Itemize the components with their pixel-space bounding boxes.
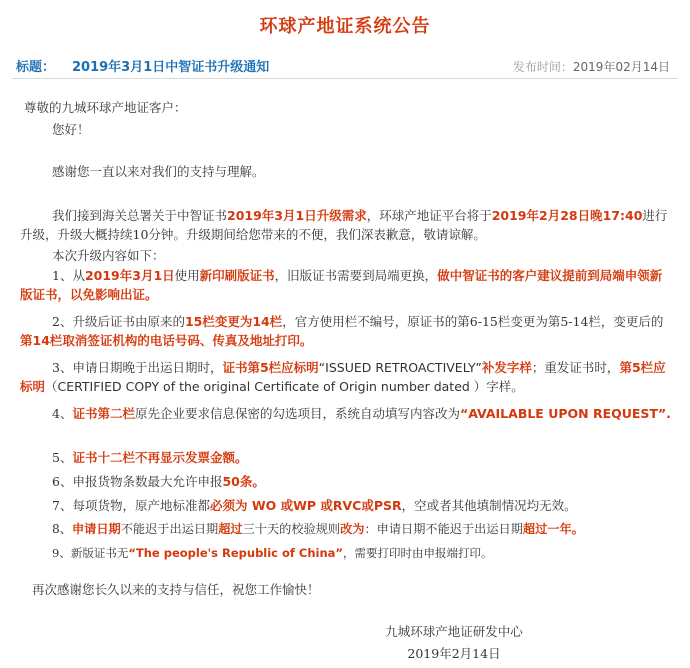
list-item-4: 4、证书第二栏原先企业要求信息保密的勾选项目，系统自动填写内容改为“AVAILABLE UPON REQUEST”. [52, 406, 671, 421]
subject-label: 标题： [16, 60, 56, 75]
list-item-5: 5、证书十二栏不再显示发票金额。 [52, 450, 248, 465]
list-item-6: 6、申报货物条数最大允许申报50条。 [52, 474, 265, 489]
list-item-1: 1、从2019年3月1日使用新印刷版证书，旧版证书需要到局端更换，做中智证书的客户建议提前到局端申领新版证书，以免影响出证。 [20, 268, 663, 302]
list-item-8: 8、申请日期不能迟于出运日期超过三十天的校验规则改为：申请日期不能迟于出运日期超过一年。 [52, 522, 584, 536]
thanks-paragraph: 感谢您一直以来对我们的支持与理解。 [52, 164, 265, 179]
list-item-7: 7、每项货物，原产地标准都必须为 WO 或WP 或RVC或PSR，空或者其他填制情况均无效。 [52, 498, 577, 513]
signature: 九城环球产地证研发中心 [385, 624, 523, 639]
subject-bar [12, 52, 678, 79]
contents-title: 本次升级内容如下： [52, 248, 165, 263]
list-item-3: 3、申请日期晚于出运日期时，证书第5栏应标明“ISSUED RETROACTIVELY”补发字样；重发证书时，第5栏应标明（CERTIFIED COPY of the original Certificate of Origin number dated ）字样。 [20, 360, 666, 394]
intro-paragraph: 我们接到海关总署关于中智证书2019年3月1日升级需求，环球产地证平台将于2019年2月28日晚17:40进行升级，升级大概持续10分钟。升级期间给您带来的不便，我们深表歉意，敬请谅解。 [20, 208, 668, 242]
sign-date: 2019年2月14日 [407, 646, 501, 661]
subject-title: 2019年3月1日中智证书升级通知 [72, 60, 270, 75]
closing-paragraph: 再次感谢您长久以来的支持与信任，祝您工作愉快！ [32, 582, 320, 597]
list-item-2: 2、升级后证书由原来的15栏变更为14栏，官方使用栏不编号，原证书的第6-15栏变更为第5-14栏，变更后的第14栏取消签证机构的电话号码、传真及地址打印。 [20, 314, 664, 348]
publish-time [513, 58, 670, 75]
page-title: 环球产地证系统公告 [259, 16, 431, 37]
publish-date: 2019年02月14日 [572, 60, 670, 74]
greeting: 您好！ [52, 122, 90, 137]
publish-label: 发布时间： [512, 60, 573, 74]
salutation: 尊敬的九城环球产地证客户： [24, 100, 187, 115]
list-item-9: 9、新版证书无“The people's Republic of China”，需要打印时由申报端打印。 [52, 546, 493, 560]
